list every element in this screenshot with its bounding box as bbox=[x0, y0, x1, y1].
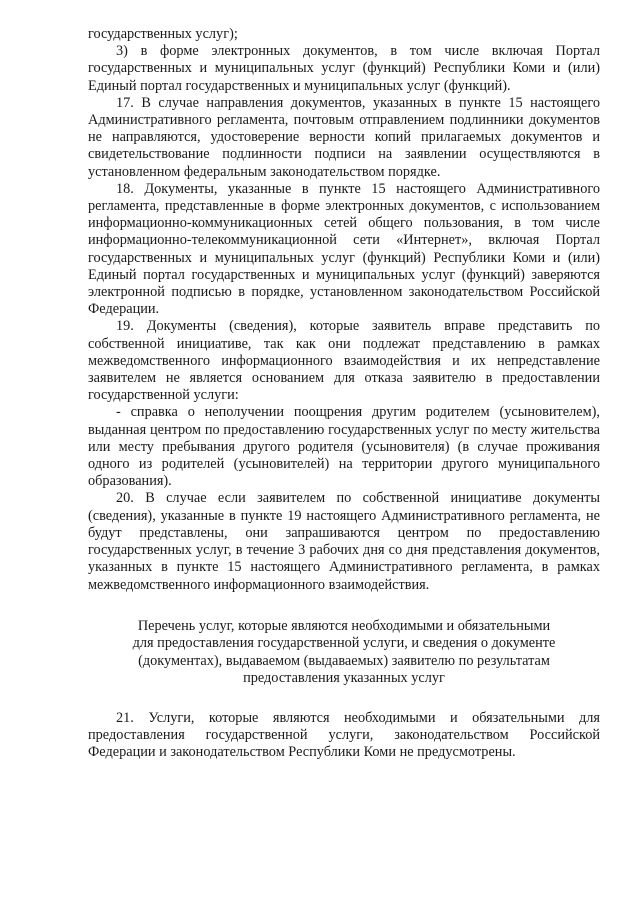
paragraph-20: 20. В случае если заявителем по собственной инициативе документы (сведения), указанные в пункте 19 настоящего Административного регламента, не будут представлены, они запрашиваются центром по предоставлению государственных услуг, в течение 3 рабочих дня со дня представления документов, указанных в пункте 15 настоящего Административного регламента, в рамках межведомственного информационного взаимодействия. bbox=[88, 490, 600, 593]
section-heading-line: предоставления указанных услуг bbox=[243, 670, 445, 687]
paragraph-21: 21. Услуги, которые являются необходимыми и обязательными для предоставления государственной услуги, законодательством Российской Федерации и законодательством Республики Коми не предусмотрены. bbox=[88, 710, 600, 761]
section-heading-line: Перечень услуг, которые являются необходимыми и обязательными bbox=[137, 617, 551, 634]
paragraph-17: 17. В случае направления документов, указанных в пункте 15 настоящего Административного регламента, почтовым отправлением подлинники документов не направляются, удостоверение верности копий прилагаемых документов и свидетельствование подлинности подписи на заявлении осуществляются в установленном федеральным законодательством порядке. bbox=[88, 94, 600, 180]
paragraph-18: 18. Документы, указанные в пункте 15 настоящего Административного регламента, представленные в форме электронных документов, с использованием информационно-коммуникационных сетей общего пользования, в том числе информационно-телекоммуникационной сети «Интернет», включая Портал государственных и муниципальных услуг (функций) Республики Коми и (или) Единый портал государственных и муниципальных услуг (функций) заверяются электронной подписью в порядке, установленном законодательством Российской Федерации. bbox=[88, 180, 600, 318]
paragraph-19-list-item: - справка о неполучении поощрения другим родителем (усыновителем), выданная центром по предоставлению государственных услуг по месту жительства или месту пребывания другого родителя (усыновителя) (в случае проживания одного из родителей (усыновителей) на территории другого муниципального образования). bbox=[88, 404, 600, 490]
paragraph-continuation: государственных услуг); bbox=[88, 26, 238, 42]
paragraph-item-3: 3) в форме электронных документов, в том числе включая Портал государственных и муниципальных услуг (функций) Республики Коми и (или) Единый портал государственных и муниципальных услуг (функций). bbox=[88, 43, 600, 94]
document-page bbox=[88, 26, 600, 762]
section-heading bbox=[88, 618, 600, 688]
section-heading-line: (документах), выдаваемом (выдаваемых) заявителю по результатам bbox=[138, 652, 550, 669]
section-heading-line: для предоставления государственной услуги, и сведения о документе bbox=[132, 635, 556, 652]
paragraph-19: 19. Документы (сведения), которые заявитель вправе представить по собственной инициативе, так как они подлежат представлению в рамках межведомственного информационного взаимодействия и их непредставление заявителем не является основанием для отказа заявителю в предоставлении государственной услуги: bbox=[88, 318, 600, 404]
